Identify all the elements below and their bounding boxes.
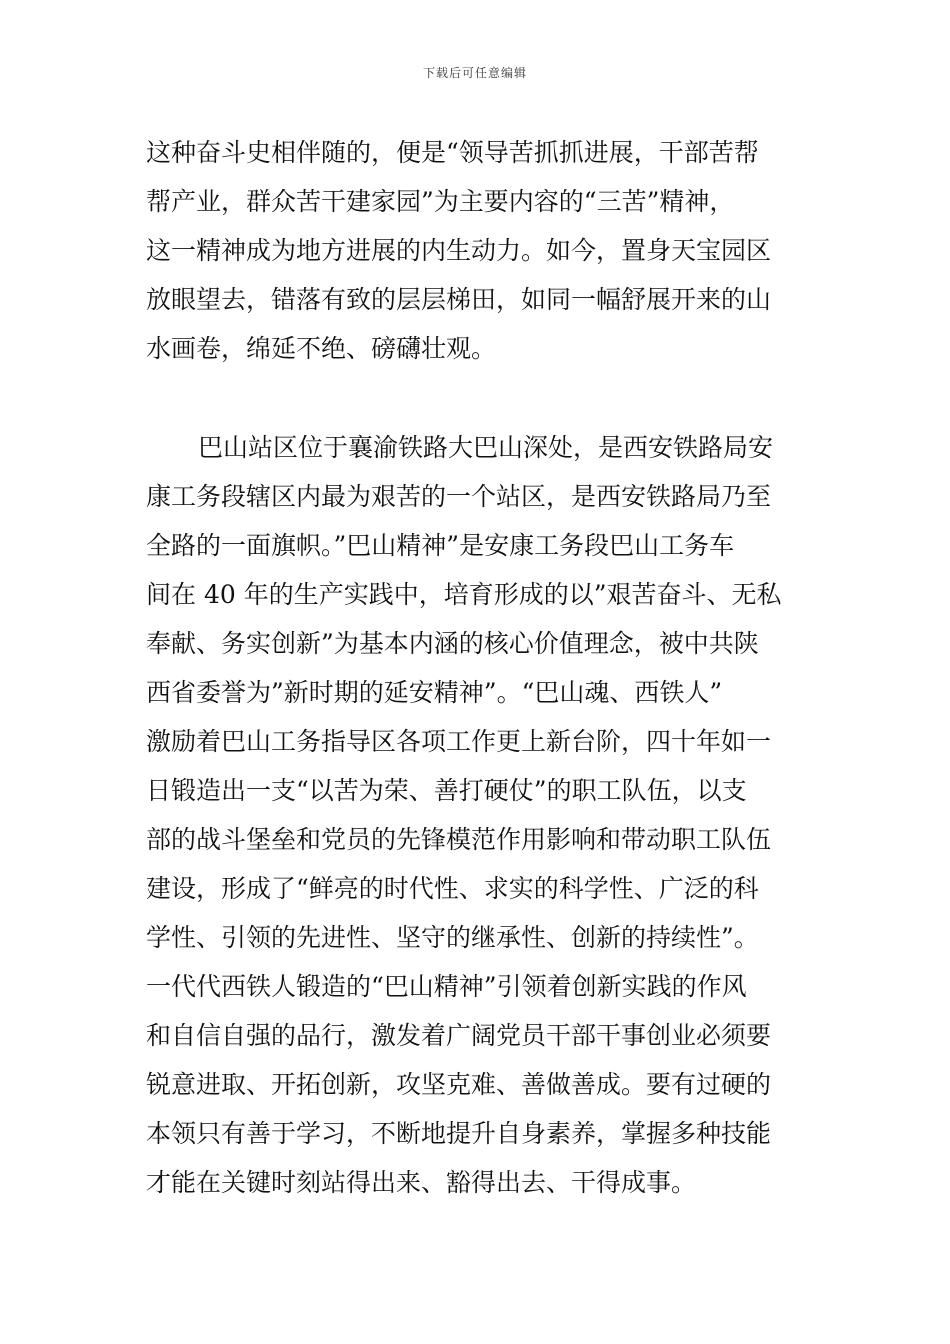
paragraph-line: 这种奋斗史相伴随的，便是“领导苦抓抓进展，干部苦帮 <box>146 138 759 167</box>
paragraph-line: 才能在关键时刻站得出来、豁得出去、干得成事。 <box>146 1168 697 1197</box>
paragraph-line: 奉献、务实创新”为基本内涵的核心价值理念，被中共陕 <box>146 629 759 658</box>
paragraph-line: 这一精神成为地方进展的内生动力。如今，置身天宝园区 <box>146 236 772 265</box>
paragraph-line: 学性、引领的先进性、坚守的继承性、创新的持续性”。 <box>146 923 759 952</box>
paragraph-line: 间在 40 年的生产实践中，培育形成的以”艰苦奋斗、无私 <box>146 580 782 609</box>
paragraph-line: 和自信自强的品行，激发着广阔党员干部干事创业必须要 <box>146 1021 772 1050</box>
paragraph-line: 西省委誉为”新时期的延安精神”。“巴山魂、西铁人” <box>146 678 723 707</box>
paragraph-line: 一代代西铁人锻造的“巴山精神”引领着创新实践的作风 <box>146 972 747 1001</box>
paragraph-line: 巴山站区位于襄渝铁路大巴山深处，是西安铁路局安 <box>198 433 774 462</box>
page-header-note: 下载后可任意编辑 <box>422 66 527 80</box>
paragraph-line: 全路的一面旗帜。”巴山精神”是安康工务段巴山工务车 <box>146 531 735 560</box>
paragraph-line: 康工务段辖区内最为艰苦的一个站区，是西安铁路局乃至 <box>146 482 772 511</box>
paragraph-line: 本领只有善于学习，不断地提升自身素养，掌握多种技能 <box>146 1119 772 1148</box>
paragraph-line: 日锻造出一支“以苦为荣、善打硬仗”的职工队伍，以支 <box>146 776 747 805</box>
paragraph-line: 水画卷，绵延不绝、磅礴壮观。 <box>146 334 497 363</box>
paragraph-line: 激励着巴山工务指导区各项工作更上新台阶，四十年如一 <box>146 727 772 756</box>
paragraph-line: 锐意进取、开拓创新，攻坚克难、善做善成。要有过硬的 <box>146 1070 772 1099</box>
paragraph-line: 建设，形成了“鲜亮的时代性、求实的科学性、广泛的科 <box>146 874 759 903</box>
paragraph-line: 帮产业，群众苦干建家园”为主要内容的“三苦”精神， <box>146 187 735 216</box>
paragraph-line: 放眼望去，错落有致的层层梯田，如同一幅舒展开来的山 <box>146 285 772 314</box>
paragraph-line: 部的战斗堡垒和党员的先锋模范作用影响和带动职工队伍 <box>146 825 772 854</box>
